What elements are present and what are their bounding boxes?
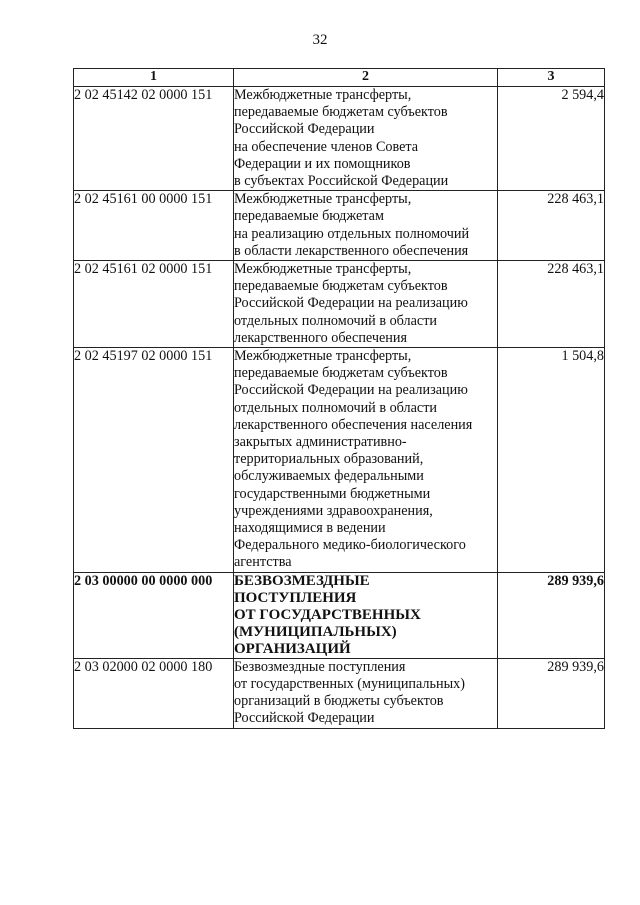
budget-name-cell	[234, 348, 498, 573]
budget-code-cell: 2 02 45161 00 0000 151	[74, 191, 234, 261]
budget-name-line: Российской Федерации	[234, 121, 375, 138]
budget-name-line: Межбюджетные трансферты,	[234, 261, 412, 278]
budget-name-line: Межбюджетные трансферты,	[234, 348, 412, 365]
budget-amount-cell: 228 463,1	[498, 191, 605, 261]
budget-name-line: в субъектах Российской Федерации	[234, 173, 449, 190]
table-row	[74, 191, 605, 261]
budget-amount-cell: 2 594,4	[498, 87, 605, 191]
budget-name-line: передаваемые бюджетам субъектов	[234, 104, 448, 121]
budget-name-cell	[234, 572, 498, 658]
budget-name-line: передаваемые бюджетам	[234, 208, 384, 225]
budget-name-line: в области лекарственного обеспечения	[234, 242, 469, 259]
budget-name-line: отдельных полномочий в области	[234, 399, 437, 416]
table-header	[74, 69, 605, 87]
budget-amount-cell: 228 463,1	[498, 261, 605, 348]
budget-name-line: Федерации и их помощников	[234, 155, 411, 172]
budget-code-cell: 2 03 02000 02 0000 180	[74, 658, 234, 728]
budget-name-line: на обеспечение членов Совета	[234, 138, 419, 155]
budget-name-cell	[234, 191, 498, 261]
budget-table	[73, 68, 605, 729]
budget-name-line: Безвозмездные поступления	[234, 658, 406, 675]
budget-name-cell	[234, 261, 498, 348]
budget-name-line: Федерального медико-биологического	[234, 537, 466, 554]
table-row	[74, 87, 605, 191]
budget-name-line: учреждениями здравоохранения,	[234, 502, 433, 519]
budget-amount-cell: 1 504,8	[498, 348, 605, 573]
budget-amount-cell: 289 939,6	[498, 658, 605, 728]
budget-name-line: Российской Федерации на реализацию	[234, 382, 468, 399]
budget-name-line: БЕЗВОЗМЕЗДНЫЕ	[234, 572, 370, 589]
table-row	[74, 261, 605, 348]
budget-name-line: находящимися в ведении	[234, 520, 386, 537]
budget-name-line: передаваемые бюджетам субъектов	[234, 365, 448, 382]
header-row	[74, 69, 605, 87]
budget-name-line: передаваемые бюджетам субъектов	[234, 278, 448, 295]
budget-name-line: организаций в бюджеты субъектов	[234, 693, 444, 710]
header-col-2: 2	[234, 69, 498, 87]
page-number: 32	[312, 32, 328, 48]
budget-name-line: закрытых административно-	[234, 434, 407, 451]
table-row	[74, 572, 605, 658]
budget-name-line: лекарственного обеспечения	[234, 329, 407, 346]
budget-name-line: Российской Федерации	[234, 710, 375, 727]
budget-name-line: Российской Федерации на реализацию	[234, 295, 468, 312]
budget-name-line: агентства	[234, 554, 292, 571]
budget-name-line: на реализацию отдельных полномочий	[234, 225, 470, 242]
budget-name-cell	[234, 87, 498, 191]
budget-name-line: отдельных полномочий в области	[234, 312, 437, 329]
budget-name-line: территориальных образований,	[234, 451, 424, 468]
table-row	[74, 348, 605, 573]
table-body	[74, 87, 605, 729]
budget-name-line: ОРГАНИЗАЦИЙ	[234, 640, 351, 657]
budget-name-cell	[234, 658, 498, 728]
budget-name-line: государственными бюджетными	[234, 485, 431, 502]
budget-name-line: ПОСТУПЛЕНИЯ	[234, 589, 357, 606]
budget-name-line: лекарственного обеспечения населения	[234, 416, 473, 433]
budget-code-cell: 2 02 45142 02 0000 151	[74, 87, 234, 191]
budget-name-line: (МУНИЦИПАЛЬНЫХ)	[234, 623, 397, 640]
header-col-3: 3	[498, 69, 605, 87]
budget-name-line: обслуживаемых федеральными	[234, 468, 424, 485]
budget-name-line: от государственных (муниципальных)	[234, 675, 465, 692]
budget-amount-cell: 289 939,6	[498, 572, 605, 658]
budget-name-line: Межбюджетные трансферты,	[234, 191, 412, 208]
table-row	[74, 658, 605, 728]
budget-code-cell: 2 03 00000 00 0000 000	[74, 572, 234, 658]
budget-code-cell: 2 02 45197 02 0000 151	[74, 348, 234, 573]
budget-name-line: Межбюджетные трансферты,	[234, 87, 412, 103]
header-col-1: 1	[74, 69, 234, 87]
budget-name-line: ОТ ГОСУДАРСТВЕННЫХ	[234, 606, 421, 623]
budget-code-cell: 2 02 45161 02 0000 151	[74, 261, 234, 348]
